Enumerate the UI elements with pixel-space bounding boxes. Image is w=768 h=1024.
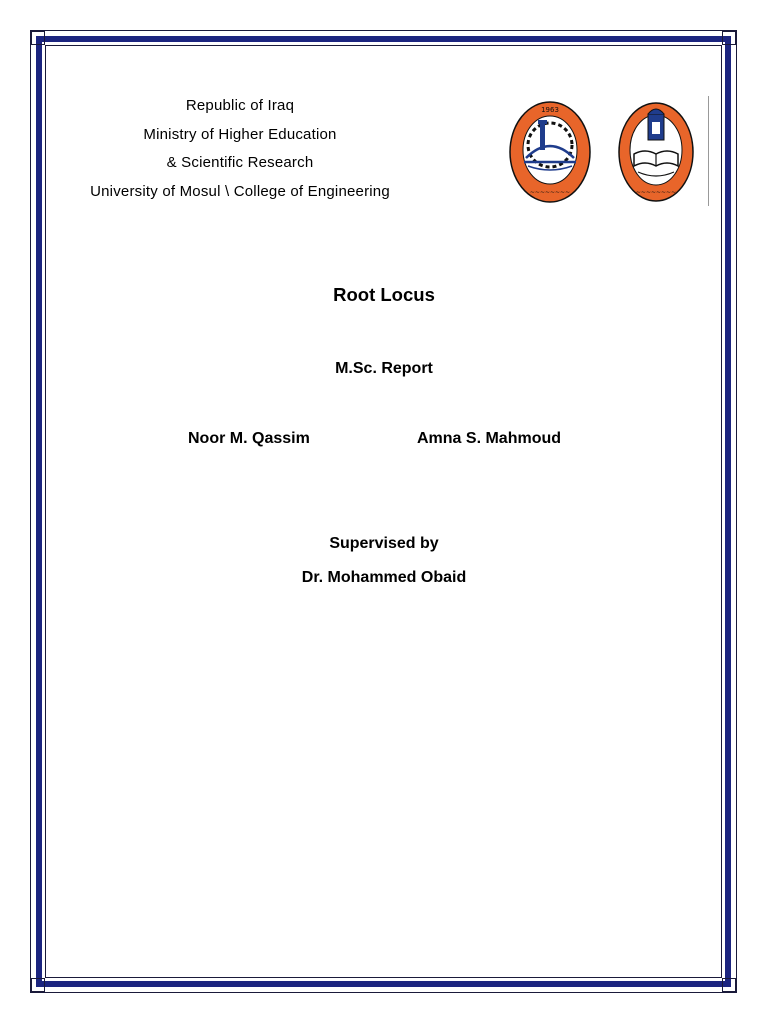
header-university: University of Mosul \ College of Engineering: [90, 182, 390, 200]
engineering-logo-year: 1963: [541, 106, 559, 114]
supervisor-name: Dr. Mohammed Obaid: [301, 569, 467, 586]
logo-group: [508, 100, 708, 206]
engineering-college-logo: [510, 102, 590, 202]
author-name: Noor M. Qassim: [188, 430, 310, 447]
border-corner-top-left: [31, 31, 45, 45]
header-country: Republic of Iraq: [185, 97, 295, 114]
author-name: Amna S. Mahmoud: [417, 430, 562, 447]
logo-divider-line: [708, 96, 709, 206]
header-research: & Scientific Research: [166, 154, 314, 171]
supervised-by-label: Supervised by: [329, 535, 439, 552]
report-title: Root Locus: [333, 284, 435, 305]
report-type: M.Sc. Report: [335, 360, 433, 377]
institution-header: [60, 92, 420, 206]
svg-text:~~~~~~~~: ~~~~~~~~: [529, 189, 571, 196]
border-corner-bottom-left: [31, 978, 45, 992]
border-corner-top-right: [722, 31, 736, 45]
university-of-mosul-logo: [619, 103, 693, 201]
header-ministry: Ministry of Higher Education: [143, 125, 337, 143]
svg-text:~~~~~~~~: ~~~~~~~~: [635, 189, 677, 196]
border-corner-bottom-right: [722, 978, 736, 992]
logos: [508, 100, 708, 206]
